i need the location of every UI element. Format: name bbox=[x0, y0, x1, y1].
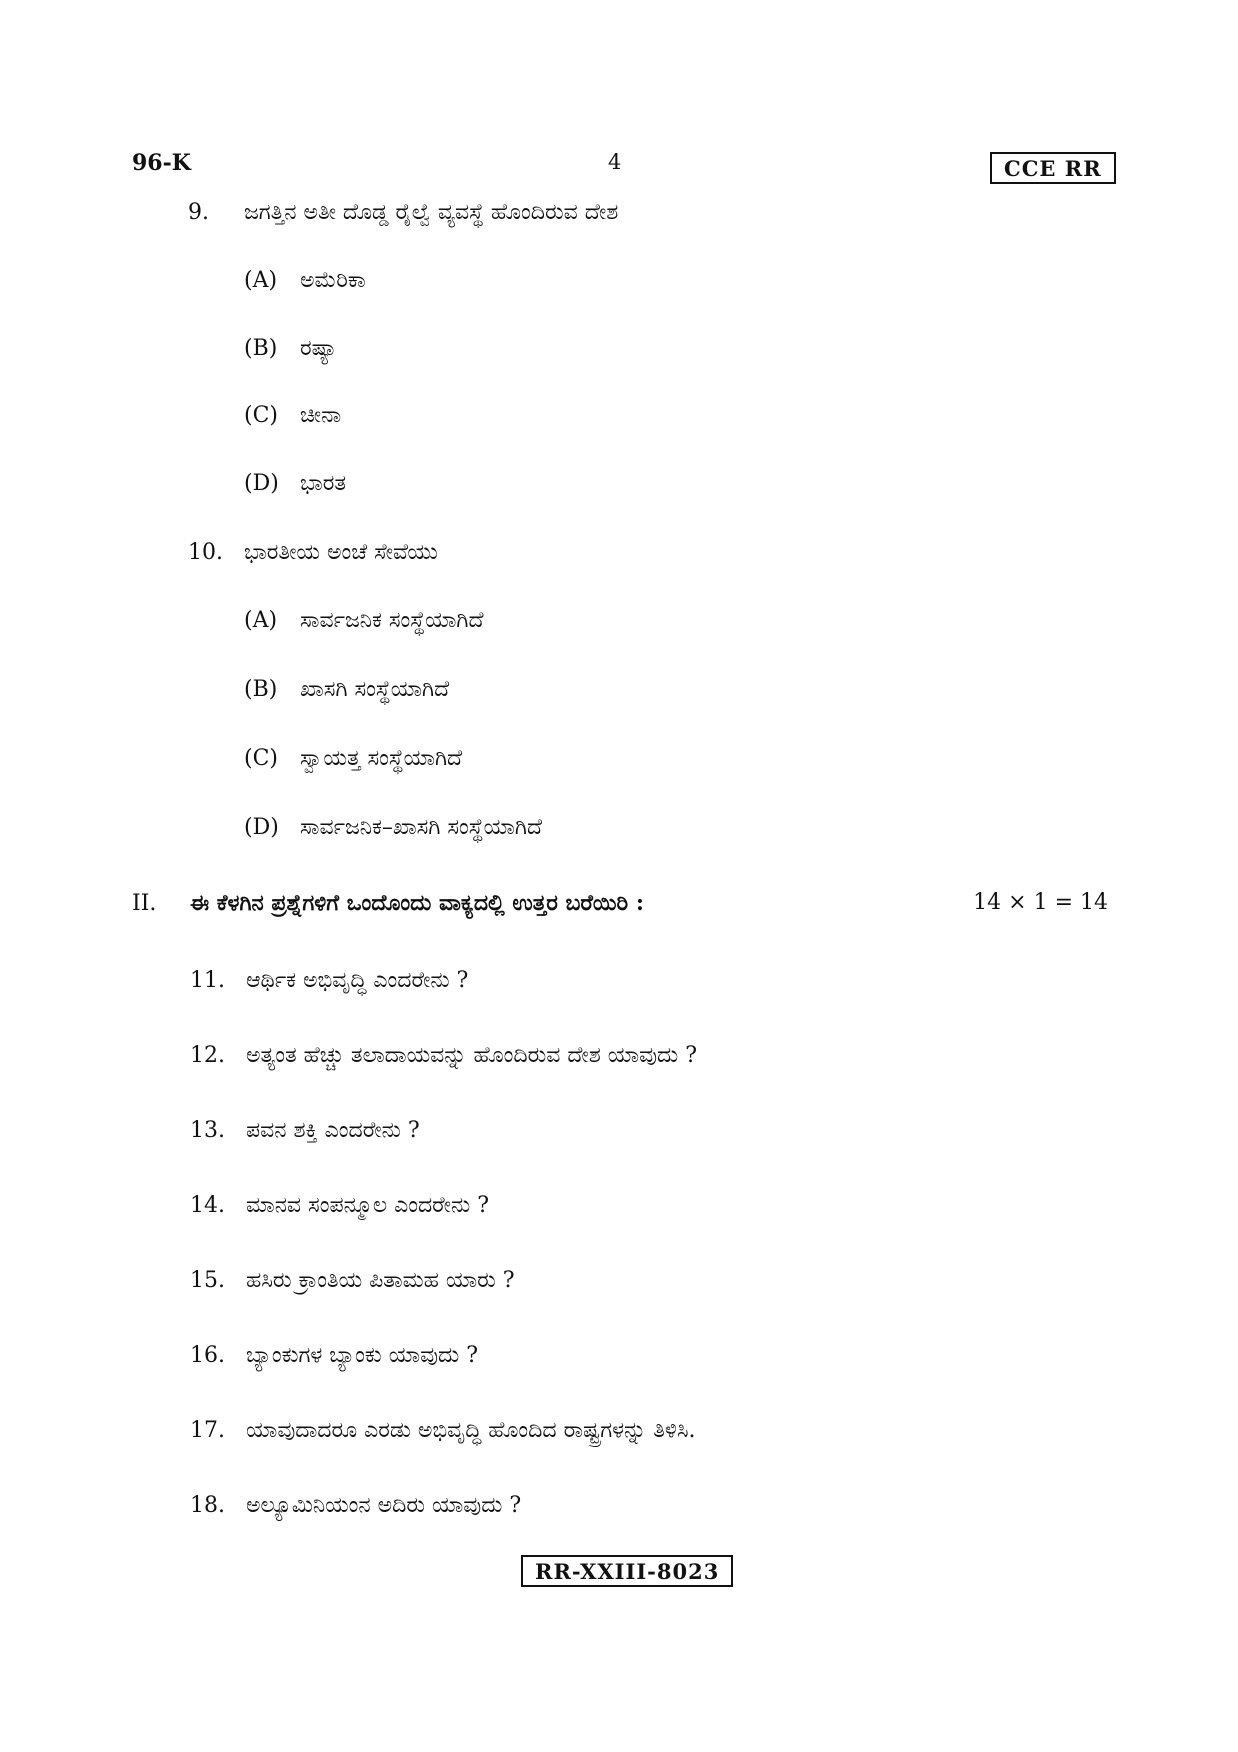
exam-code-box: CCE RR bbox=[990, 152, 1116, 184]
footer-code-box: RR-XXIII-8023 bbox=[521, 1555, 733, 1587]
question-number: 15. bbox=[190, 1268, 225, 1293]
question-text: ಭಾರತೀಯ ಅಂಚೆ ಸೇವೆಯು bbox=[244, 540, 438, 565]
question-number: 14. bbox=[190, 1193, 225, 1218]
option-letter: (A) bbox=[244, 268, 278, 293]
question-12 bbox=[190, 1043, 697, 1068]
question-18 bbox=[190, 1493, 521, 1518]
question-number: 11. bbox=[190, 968, 225, 993]
question-9 bbox=[188, 200, 618, 225]
question-number: 10. bbox=[188, 540, 223, 565]
option-letter: (D) bbox=[244, 471, 279, 496]
option-text: ಭಾರತ bbox=[300, 471, 347, 496]
option-text: ಸ್ವಾಯತ್ತ ಸಂಸ್ಥೆಯಾಗಿದೆ bbox=[300, 746, 463, 771]
option-text: ರಷ್ಯಾ bbox=[300, 336, 338, 361]
option-text: ಖಾಸಗಿ ಸಂಸ್ಥೆಯಾಗಿದೆ bbox=[300, 677, 450, 702]
question-text: ಮಾನವ ಸಂಪನ್ಮೂಲ ಎಂದರೇನು ? bbox=[246, 1193, 490, 1218]
question-number: 12. bbox=[190, 1043, 225, 1068]
page-number: 4 bbox=[608, 150, 622, 174]
question-text: ಪವನ ಶಕ್ತಿ ಎಂದರೇನು ? bbox=[246, 1118, 420, 1143]
option-text: ಸಾರ್ವಜನಿಕ–ಖಾಸಗಿ ಸಂಸ್ಥೆಯಾಗಿದೆ bbox=[300, 815, 543, 840]
option-10a bbox=[244, 608, 484, 633]
question-number: 9. bbox=[188, 200, 209, 225]
question-text: ಹಸಿರು ಕ್ರಾಂತಿಯ ಪಿತಾಮಹ ಯಾರು ? bbox=[246, 1268, 515, 1293]
option-text: ಅಮೆರಿಕಾ bbox=[300, 268, 366, 293]
question-10 bbox=[188, 540, 438, 565]
question-text: ಯಾವುದಾದರೂ ಎರಡು ಅಭಿವೃದ್ಧಿ ಹೊಂದಿದ ರಾಷ್ಟ್ರಗಳನ್ನು ತಿಳಿಸಿ. bbox=[246, 1418, 696, 1443]
option-9c bbox=[244, 403, 341, 428]
question-text: ಅಲ್ಯೂಮಿನಿಯಂನ ಅದಿರು ಯಾವುದು ? bbox=[246, 1493, 522, 1518]
option-letter: (D) bbox=[244, 815, 279, 840]
question-text: ಅತ್ಯಂತ ಹೆಚ್ಚು ತಲಾದಾಯವನ್ನು ಹೊಂದಿರುವ ದೇಶ ಯಾವುದು ? bbox=[246, 1043, 698, 1068]
question-text: ಆರ್ಥಿಕ ಅಭಿವೃದ್ಧಿ ಎಂದರೇನು ? bbox=[246, 968, 469, 993]
option-9b bbox=[244, 336, 337, 361]
option-letter: (C) bbox=[244, 746, 278, 771]
question-number: 18. bbox=[190, 1493, 225, 1518]
question-11 bbox=[190, 968, 468, 993]
option-text: ಚೀನಾ bbox=[300, 403, 342, 428]
option-letter: (C) bbox=[244, 403, 278, 428]
option-9d bbox=[244, 471, 346, 496]
question-text: ಜಗತ್ತಿನ ಅತೀ ದೊಡ್ಡ ರೈಲ್ವೆ ವ್ಯವಸ್ಥೆ ಹೊಂದಿರುವ ದೇಶ bbox=[244, 200, 619, 225]
section-number: II. bbox=[132, 891, 157, 916]
section-heading bbox=[132, 890, 644, 916]
option-letter: (B) bbox=[244, 677, 278, 702]
question-number: 17. bbox=[190, 1418, 225, 1443]
option-letter: (B) bbox=[244, 336, 278, 361]
question-text: ಬ್ಯಾಂಕುಗಳ ಬ್ಯಾಂಕು ಯಾವುದು ? bbox=[246, 1343, 479, 1368]
question-number: 16. bbox=[190, 1343, 225, 1368]
option-10b bbox=[244, 677, 449, 702]
question-number: 13. bbox=[190, 1118, 225, 1143]
question-13 bbox=[190, 1118, 420, 1143]
paper-code: 96-K bbox=[132, 150, 191, 176]
option-text: ಸಾರ್ವಜನಿಕ ಸಂಸ್ಥೆಯಾಗಿದೆ bbox=[300, 608, 484, 633]
option-letter: (A) bbox=[244, 608, 278, 633]
section-title: ಈ ಕೆಳಗಿನ ಪ್ರಶ್ನೆಗಳಿಗೆ ಒಂದೊಂದು ವಾಕ್ಯದಲ್ಲಿ ಉತ್ತರ ಬರೆಯಿರಿ : bbox=[190, 890, 644, 916]
option-10d bbox=[244, 815, 542, 840]
question-15 bbox=[190, 1268, 515, 1293]
question-14 bbox=[190, 1193, 489, 1218]
option-9a bbox=[244, 268, 366, 293]
question-17 bbox=[190, 1418, 696, 1443]
section-marks: 14 × 1 = 14 bbox=[973, 890, 1108, 915]
option-10c bbox=[244, 746, 462, 771]
question-16 bbox=[190, 1343, 478, 1368]
